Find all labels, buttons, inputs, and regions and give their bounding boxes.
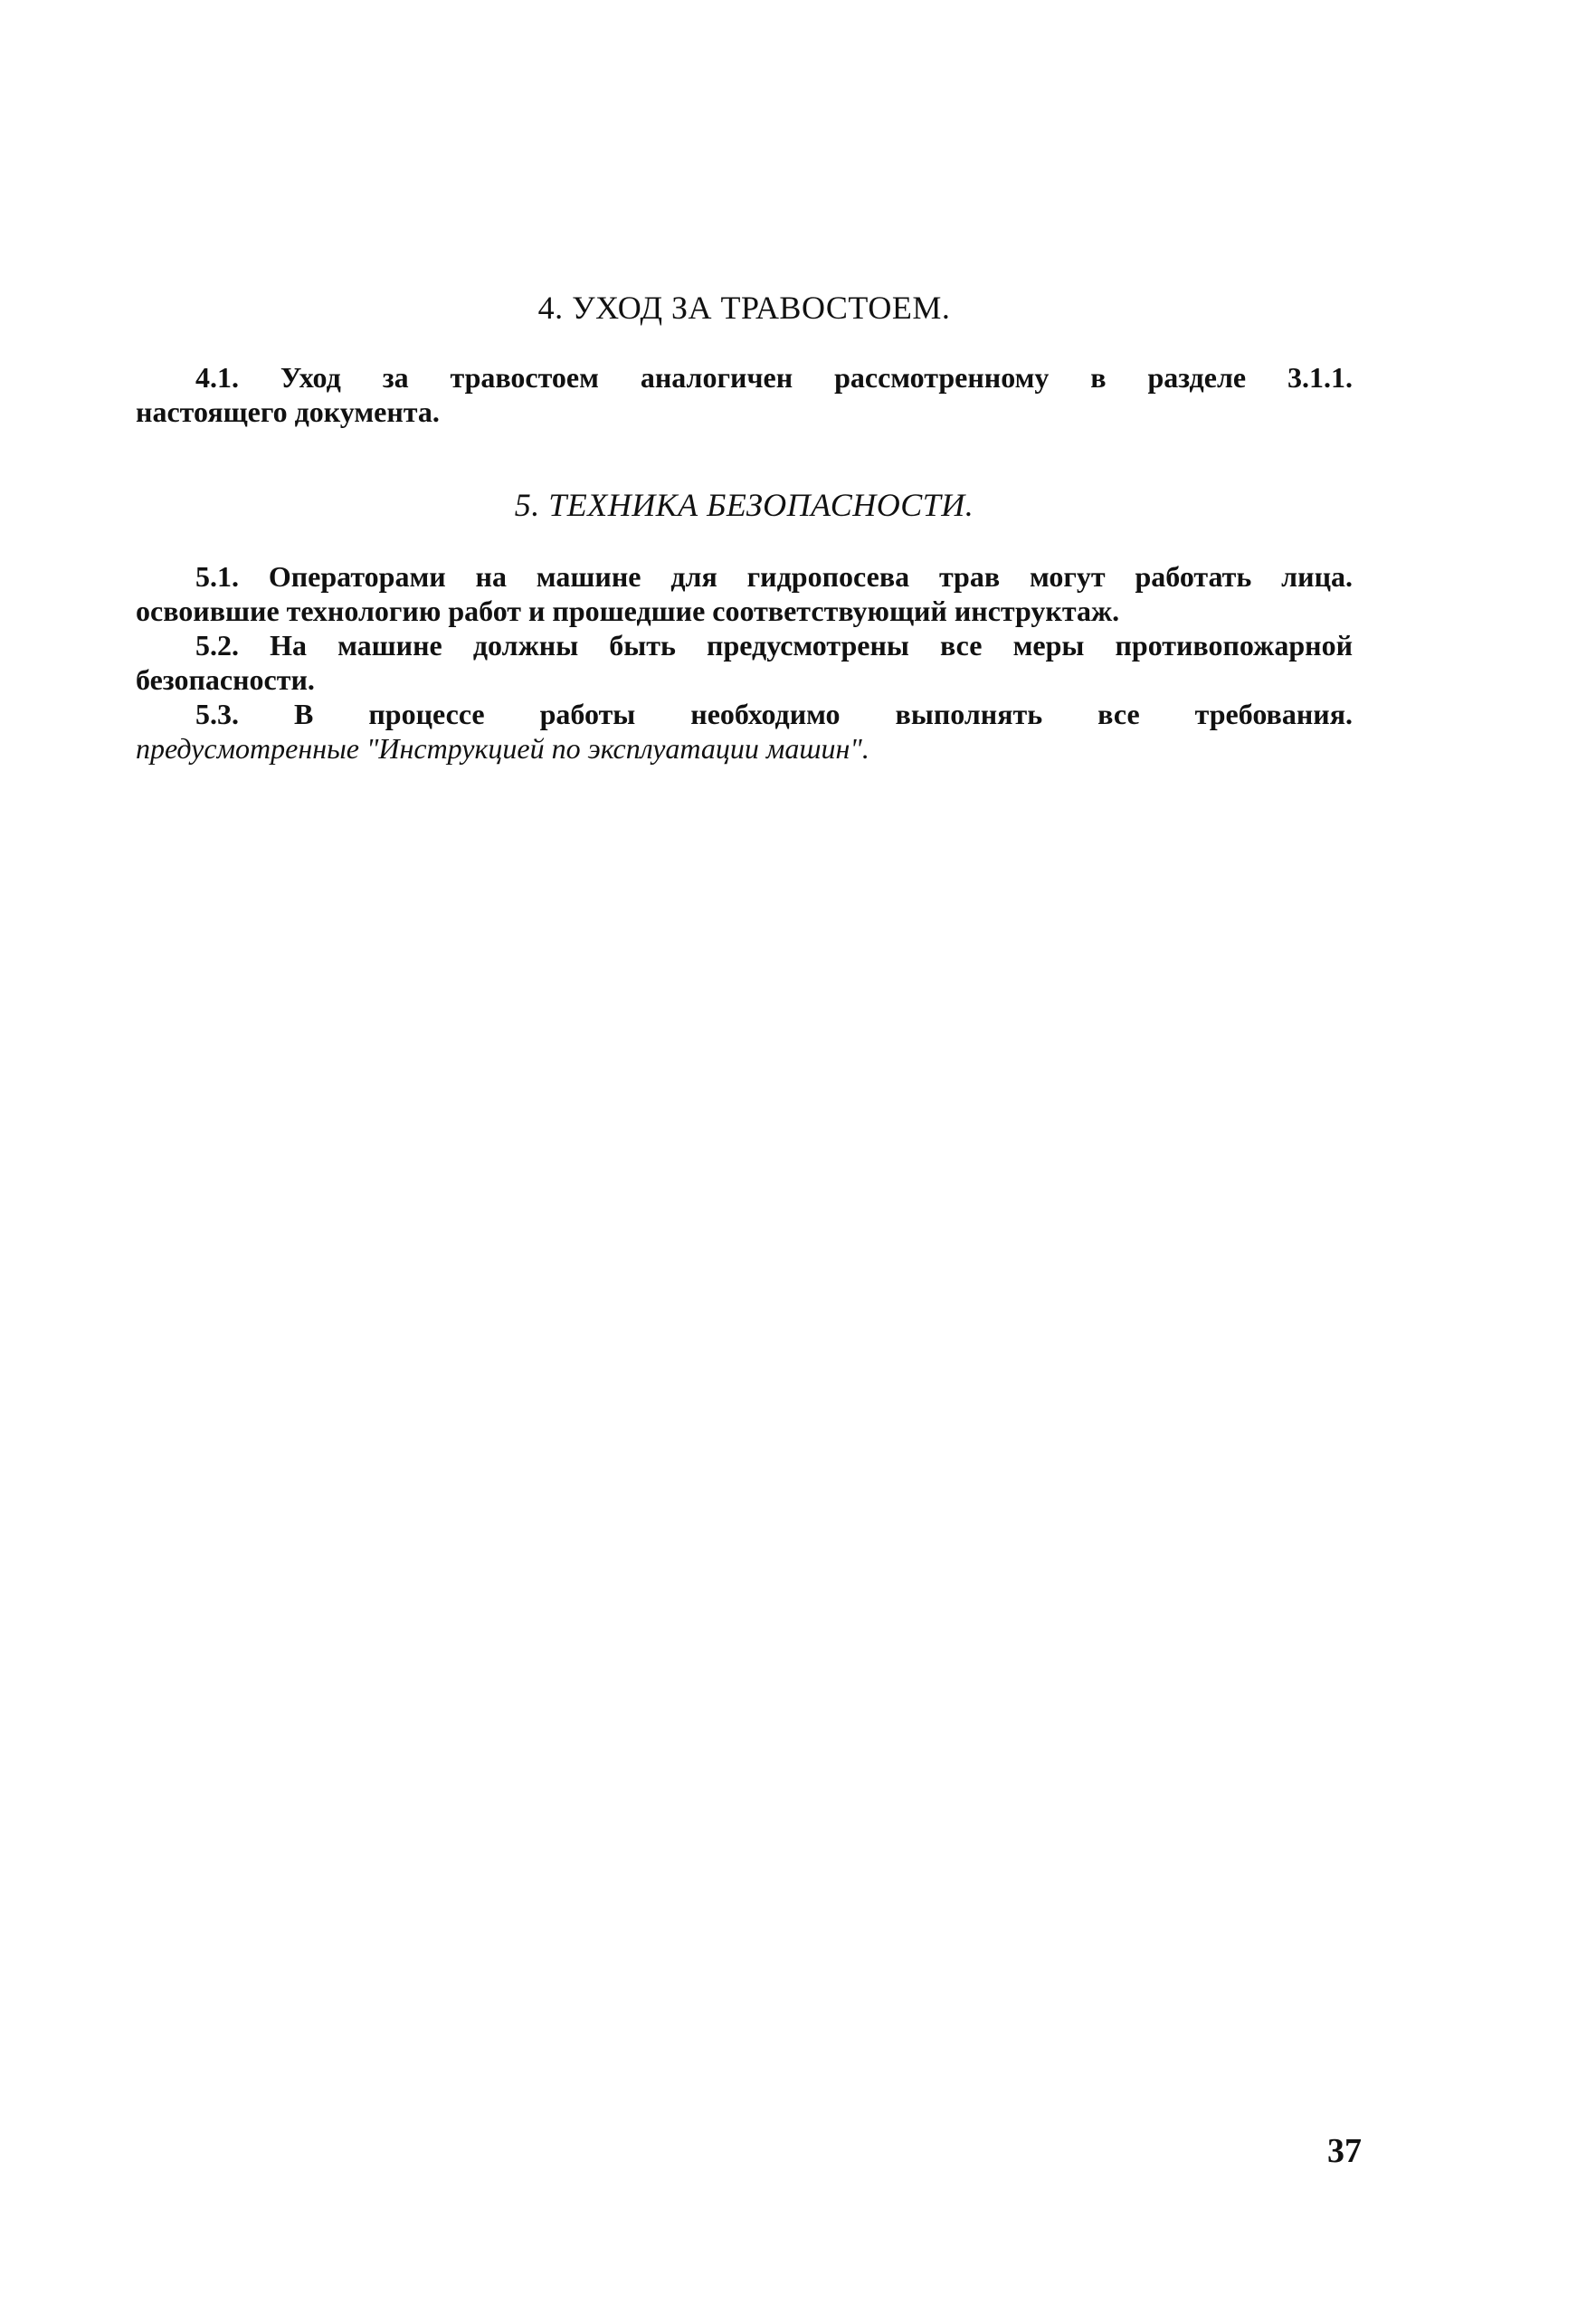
paragraph-5-3-line-1: 5.3. В процессе работы необходимо выполнять все требования. [195, 698, 1353, 730]
paragraph-4-1-line-1: 4.1. Уход за травостоем аналогичен рассмотренному в разделе 3.1.1. [195, 361, 1353, 394]
paragraph-5-1-line-1: 5.1. Операторами на машине для гидропосева трав могут работать лица. [195, 560, 1353, 593]
section-5-heading: 5. ТЕХНИКА БЕЗОПАСНОСТИ. [514, 487, 974, 523]
paragraph-5-2-line-1: 5.2. На машине должны быть предусмотрены все меры противопожарной [195, 629, 1353, 662]
paragraph-4-1-line-2: настоящего документа. [136, 395, 440, 428]
paragraph-5-3-line-2: предусмотренные "Инструкцией по эксплуатации машин". [136, 732, 869, 765]
section-5-body [136, 559, 1353, 766]
paragraph-5-1-line-2: освоившие технологию работ и прошедшие соответствующий инструктаж. [136, 595, 1120, 627]
section-4-body [136, 360, 1353, 429]
section-4 [136, 288, 1353, 429]
paragraph-5-2-line-2: безопасности. [136, 663, 315, 696]
section-5 [136, 485, 1353, 766]
section-4-heading: 4. УХОД ЗА ТРАВОСТОЕМ. [537, 290, 951, 326]
page-number: 37 [1327, 2132, 1362, 2170]
page-content [136, 288, 1353, 766]
